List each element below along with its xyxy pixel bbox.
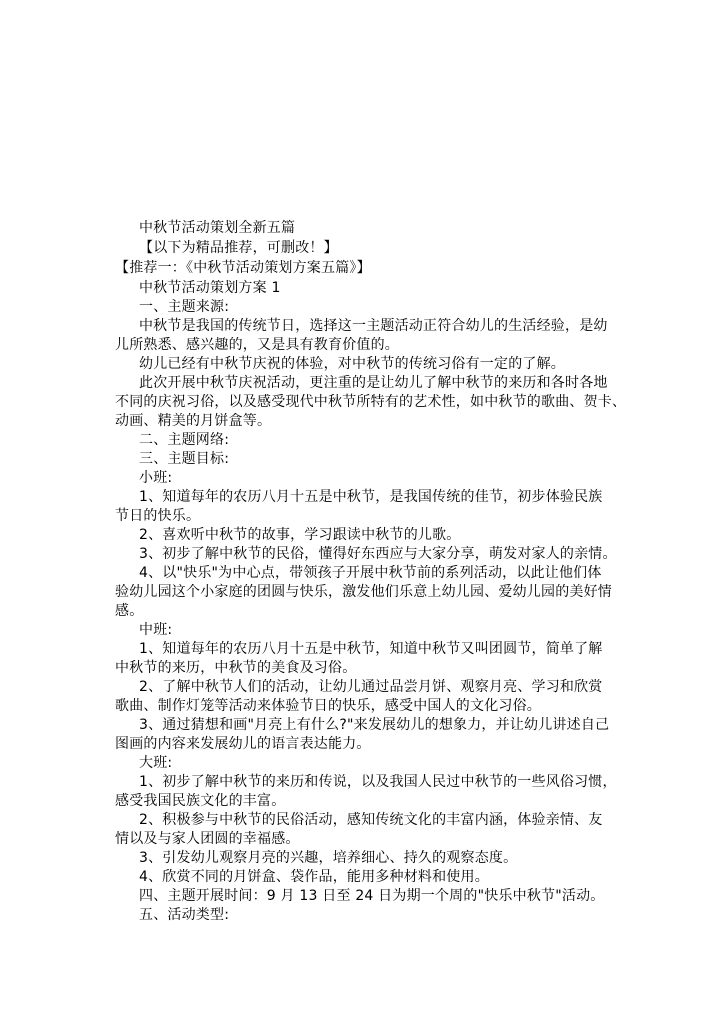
recommendation-heading: 【推荐一：《中秋节活动策划方案五篇》】 xyxy=(115,260,371,276)
class-heading: 中班: xyxy=(139,622,173,638)
paragraph-line: 感。 xyxy=(115,603,144,619)
paragraph-line: 4、欣赏不同的月饼盒、袋作品，能用多种材料和使用。 xyxy=(139,869,489,885)
section-heading: 一、主题来源: xyxy=(139,299,230,315)
paragraph-line: 感受我国民族文化的丰富。 xyxy=(115,793,286,809)
paragraph-line: 验幼儿园这个小家庭的团圆与快乐，激发他们乐意上幼儿园、爱幼儿园的美好情 xyxy=(115,584,612,600)
paragraph-line: 4、以"快乐"为中心点，带领孩子开展中秋节前的系列活动，以此让他们体 xyxy=(139,565,602,581)
class-heading: 大班: xyxy=(139,755,173,771)
paragraph-line: 节日的快乐。 xyxy=(115,508,201,524)
paragraph-line: 3、通过猜想和画"月亮上有什么?"来发展幼儿的想象力，并让幼儿讲述自己 xyxy=(139,717,610,733)
paragraph-line: 幼儿已经有中秋节庆祝的体验，对中秋节的传统习俗有一定的了解。 xyxy=(139,356,565,372)
paragraph-line: 不同的庆祝习俗，以及感受现代中秋节所特有的艺术性，如中秋节的歌曲、贺卡、 xyxy=(115,394,627,410)
paragraph-line: 1、知道每年的农历八月十五是中秋节，知道中秋节又叫团圆节，简单了解 xyxy=(139,641,603,657)
paragraph-line: 3、初步了解中秋节的民俗，懂得好东西应与大家分享，萌发对家人的亲情。 xyxy=(139,546,617,562)
recommendation-note: 【以下为精品推荐，可删改！】 xyxy=(139,240,338,256)
paragraph-line: 2、了解中秋节人们的活动，让幼儿通过品尝月饼、观察月亮、学习和欣赏 xyxy=(139,679,603,695)
paragraph-line: 中秋节是我国的传统节日，选择这一主题活动正符合幼儿的生活经验，是幼 xyxy=(139,318,608,334)
section-heading: 五、活动类型: xyxy=(139,907,230,923)
paragraph-line: 3、引发幼儿观察月亮的兴趣，培养细心、持久的观察态度。 xyxy=(139,850,518,866)
paragraph-line: 儿所熟悉、感兴趣的，又是具有教育价值的。 xyxy=(115,337,399,353)
paragraph-line: 1、初步了解中秋节的来历和传说，以及我国人民过中秋节的一些风俗习惯， xyxy=(139,774,617,790)
plan-title: 中秋节活动策划方案 1 xyxy=(139,280,281,296)
paragraph-line: 图画的内容来发展幼儿的语言表达能力。 xyxy=(115,736,371,752)
section-heading: 三、主题目标: xyxy=(139,451,230,467)
paragraph-line: 歌曲、制作灯笼等活动来体验节日的快乐，感受中国人的文化习俗。 xyxy=(115,698,541,714)
paragraph-line: 此次开展中秋节庆祝活动，更注重的是让幼儿了解中秋节的来历和各时各地 xyxy=(139,375,608,391)
document-title: 中秋节活动策划全新五篇 xyxy=(139,220,296,236)
class-heading: 小班: xyxy=(139,470,173,486)
section-heading: 二、主题网络: xyxy=(139,432,230,448)
paragraph-line: 四、主题开展时间：9 月 13 日至 24 日为期一个周的"快乐中秋节"活动。 xyxy=(139,888,605,904)
paragraph-line: 情以及与家人团圆的幸福感。 xyxy=(115,831,300,847)
paragraph-line: 1、知道每年的农历八月十五是中秋节，是我国传统的佳节，初步体验民族 xyxy=(139,489,603,505)
paragraph-line: 2、喜欢听中秋节的故事，学习跟读中秋节的儿歌。 xyxy=(139,527,461,543)
paragraph-line: 2、积极参与中秋节的民俗活动，感知传统文化的丰富内涵，体验亲情、友 xyxy=(139,812,603,828)
paragraph-line: 中秋节的来历，中秋节的美食及习俗。 xyxy=(115,660,357,676)
paragraph-line: 动画、精美的月饼盒等。 xyxy=(115,413,272,429)
